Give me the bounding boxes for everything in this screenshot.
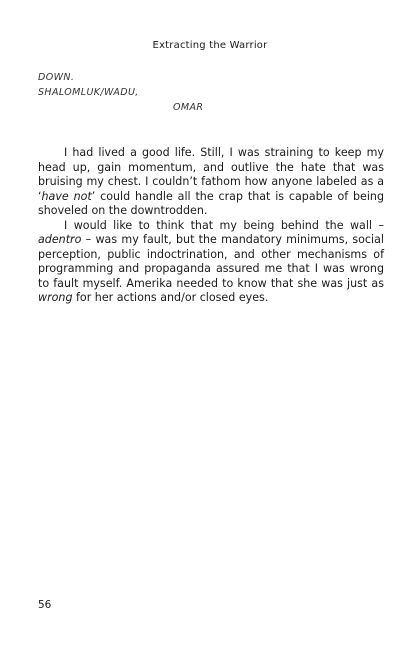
- signoff-line-down: DOWN.: [38, 72, 75, 83]
- signoff-line-greeting: SHALOMLUK/WADU,: [38, 87, 139, 98]
- paragraph-1-text-b: ’ could handle all the crap that is capable of being shoveled on the downtrodden.: [38, 189, 384, 217]
- page-number: 56: [38, 599, 52, 611]
- body-text: [38, 146, 384, 306]
- signoff-signature: OMAR: [173, 102, 204, 113]
- paragraph-2-text-a: I would like to think that my being behind the wall –: [64, 218, 384, 232]
- paragraph-2-emphasis-adentro: adentro: [38, 233, 82, 246]
- paragraph-2-text-c: for her actions and/or closed eyes.: [72, 291, 269, 304]
- running-title: Extracting the Warrior: [152, 40, 268, 51]
- paragraph-2-text-b: – was my fault, but the mandatory minimums, social perception, public indoctrination, and other mechanisms of programming and propaganda assured me that I was wrong to fault myself. Amerika needed to know that she was just as: [38, 233, 384, 290]
- paragraph-1: [38, 146, 384, 219]
- letter-signoff: [38, 70, 228, 115]
- paragraph-2: [38, 219, 384, 306]
- paragraph-1-text-a: I had lived a good life. Still, I was straining to keep my head up, gain momentum, and outlive the hate that was bruising my chest. I couldn’t fathom how anyone labeled as a ‘: [38, 146, 384, 203]
- paragraph-2-emphasis-wrong: wrong: [38, 291, 73, 304]
- paragraph-1-emphasis: have not: [41, 189, 92, 203]
